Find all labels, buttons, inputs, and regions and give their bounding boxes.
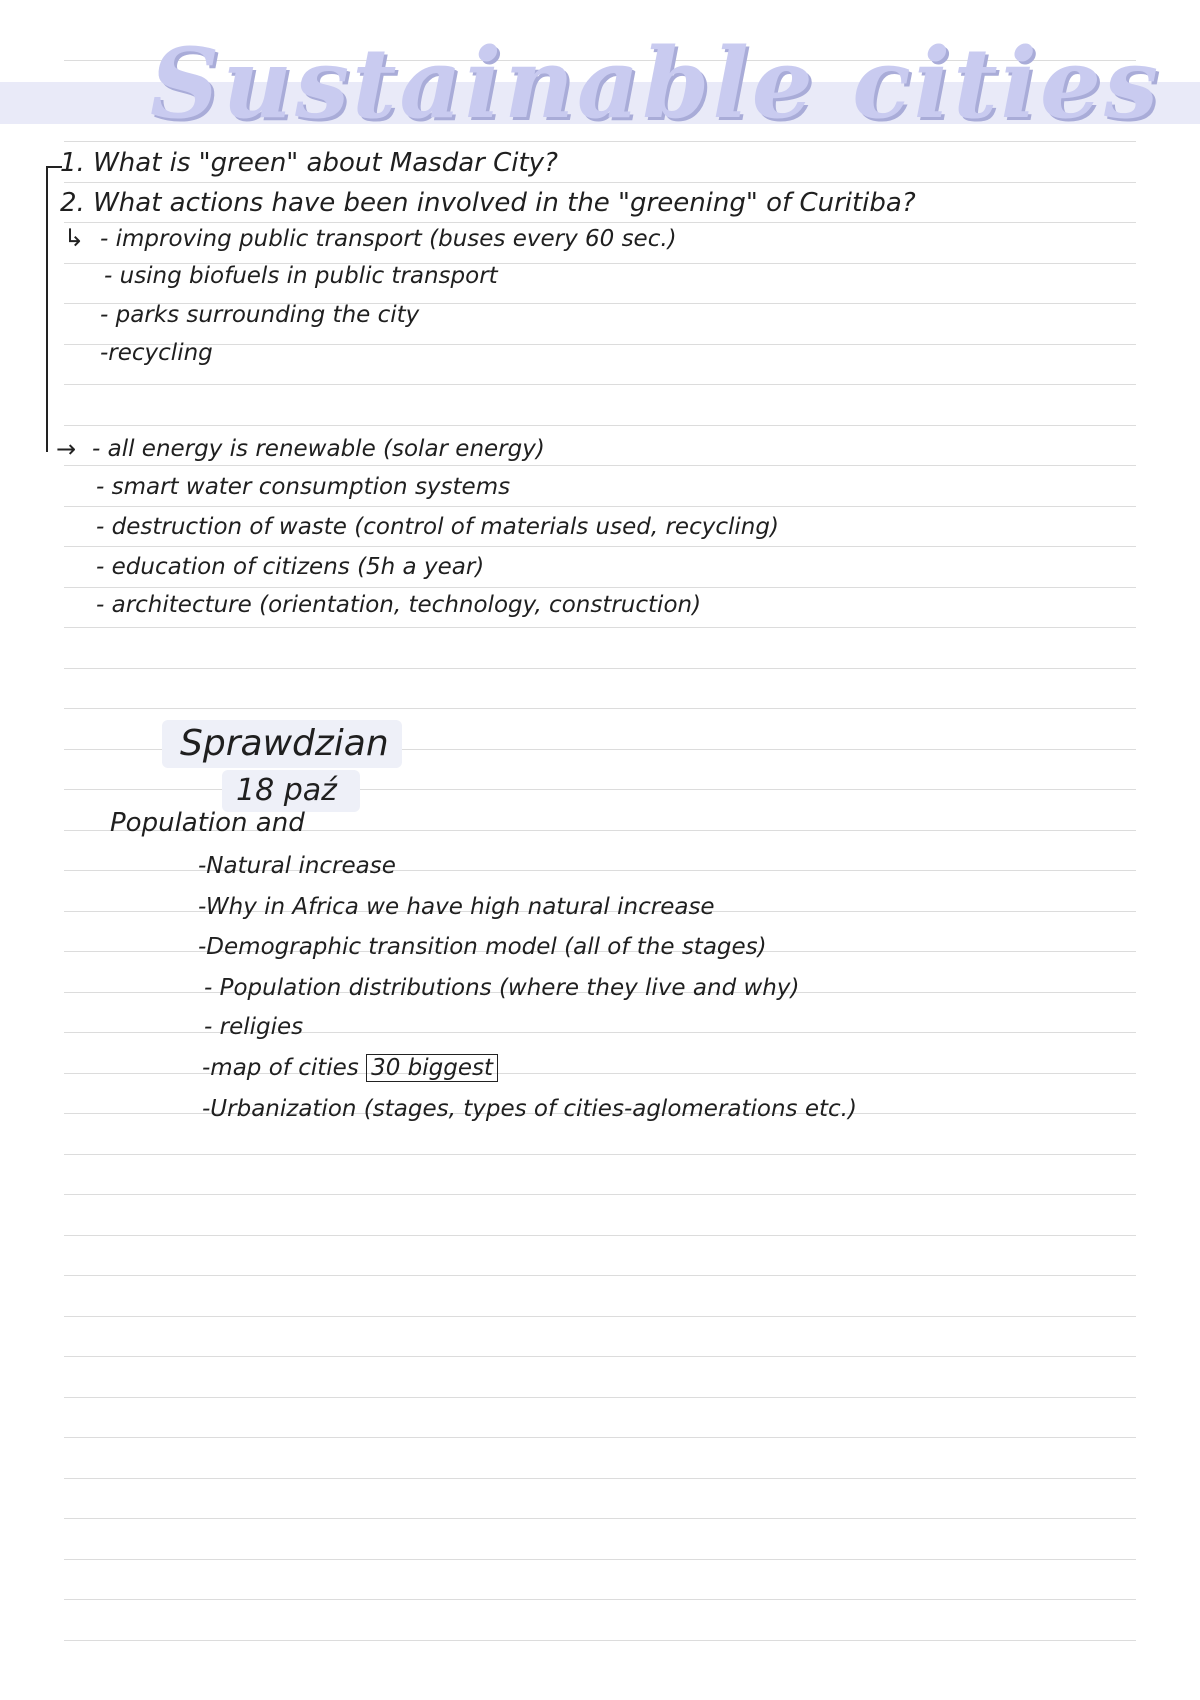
list-item: - parks surrounding the city (100, 302, 420, 328)
ruled-line (64, 708, 1136, 709)
ruled-line (64, 141, 1136, 142)
ruled-line (64, 1640, 1136, 1641)
boxed-note: 30 biggest (366, 1054, 498, 1082)
list-item (202, 1057, 498, 1080)
test-heading: Sprawdzian (180, 723, 389, 764)
ruled-line (64, 1518, 1136, 1519)
ruled-line (64, 1316, 1136, 1317)
return-arrow-icon: ↳ (64, 224, 85, 252)
list-item: -Natural increase (198, 853, 396, 879)
list-item: - education of citizens (5h a year) (96, 554, 485, 580)
ruled-line (64, 1275, 1136, 1276)
ruled-line (64, 546, 1136, 547)
list-item: - smart water consumption systems (96, 474, 511, 500)
ruled-line (64, 1154, 1136, 1155)
question-1: 1. What is "green" about Masdar City? (60, 148, 558, 178)
ruled-line (64, 1599, 1136, 1600)
ruled-line (64, 1194, 1136, 1195)
list-item-text: -map of cities (202, 1055, 359, 1081)
ruled-line (64, 627, 1136, 628)
ruled-line (64, 1559, 1136, 1560)
list-item: - Population distributions (where they live and why) (204, 975, 800, 1001)
right-arrow-icon: → (56, 435, 77, 463)
list-item: - all energy is renewable (solar energy) (92, 436, 545, 462)
ruled-line (64, 425, 1136, 426)
test-subject: Population and (110, 808, 305, 838)
ruled-line (64, 1235, 1136, 1236)
ruled-line (64, 587, 1136, 588)
ruled-line (64, 182, 1136, 183)
ruled-line (64, 1356, 1136, 1357)
ruled-line (64, 1437, 1136, 1438)
list-item: - religies (204, 1014, 304, 1040)
list-item: -recycling (100, 340, 213, 366)
test-date: 18 paź (236, 773, 337, 808)
ruled-line (64, 465, 1136, 466)
list-item: - destruction of waste (control of materials used, recycling) (96, 514, 779, 540)
ruled-line (64, 384, 1136, 385)
question-2: 2. What actions have been involved in the "greening" of Curitiba? (60, 188, 916, 218)
ruled-line (64, 344, 1136, 345)
ruled-line (64, 1397, 1136, 1398)
list-item: - architecture (orientation, technology, construction) (96, 592, 702, 618)
list-item: -Why in Africa we have high natural increase (198, 894, 715, 920)
list-item: -Demographic transition model (all of the stages) (198, 934, 767, 960)
ruled-line (64, 668, 1136, 669)
list-item: -Urbanization (stages, types of cities-aglomerations etc.) (202, 1096, 857, 1122)
page-title: Sustainable cities (150, 27, 1162, 140)
ruled-line (64, 222, 1136, 223)
list-item: - improving public transport (buses every 60 sec.) (100, 226, 677, 252)
list-item: - using biofuels in public transport (104, 263, 498, 289)
ruled-line (64, 1478, 1136, 1479)
ruled-line (64, 506, 1136, 507)
